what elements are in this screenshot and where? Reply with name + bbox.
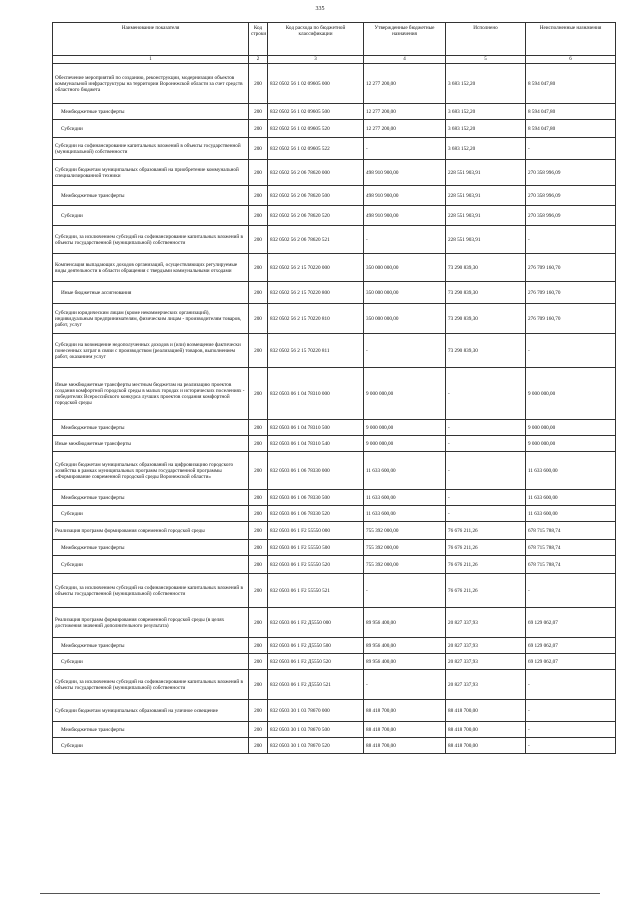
budget-report-table	[52, 22, 616, 754]
row-unexecuted: 270 358 996,09	[526, 160, 616, 186]
row-line-code: 200	[249, 490, 268, 506]
row-approved: 498 910 900,00	[364, 186, 446, 206]
row-executed: 76 676 211,26	[446, 574, 526, 608]
row-name: Межбюджетные трансферты	[53, 186, 249, 206]
row-line-code: 200	[249, 120, 268, 138]
row-line-code: 200	[249, 722, 268, 738]
row-line-code: 200	[249, 64, 268, 104]
row-approved: 350 000 000,00	[364, 254, 446, 282]
row-unexecuted: 9 000 000,00	[526, 420, 616, 436]
table-row	[53, 334, 616, 368]
row-executed: 228 551 903,91	[446, 206, 526, 226]
table-row	[53, 304, 616, 334]
row-name: Межбюджетные трансферты	[53, 638, 249, 654]
row-approved: 89 956 400,00	[364, 608, 446, 638]
row-unexecuted: -	[526, 226, 616, 254]
row-line-code: 200	[249, 282, 268, 304]
row-name: Субсидии, за исключением субсидий на софинансирование капитальных вложений в объекты государственной (муниципальной) собственности	[53, 574, 249, 608]
row-line-code: 200	[249, 104, 268, 120]
row-unexecuted: -	[526, 722, 616, 738]
table-row	[53, 452, 616, 490]
column-number: 6	[526, 56, 616, 64]
row-unexecuted: 270 358 996,09	[526, 186, 616, 206]
row-name: Субсидии	[53, 738, 249, 754]
table-row	[53, 490, 616, 506]
row-unexecuted: 270 358 996,09	[526, 206, 616, 226]
row-line-code: 200	[249, 700, 268, 722]
row-unexecuted: 276 709 160,70	[526, 304, 616, 334]
row-executed: 20 827 337,93	[446, 638, 526, 654]
row-budget-code: 832 0502 56 2 06 78620 521	[268, 226, 364, 254]
row-approved: 498 910 900,00	[364, 160, 446, 186]
row-name: Субсидии юридическим лицам (кроме некоммерческих организаций), индивидуальным предпринимателям, физическим лицам - производителям товаров, работ, услуг	[53, 304, 249, 334]
row-name: Субсидии на возмещение недополученных доходов и (или) возмещение фактически понесенных затрат в связи с производством (реализацией) товаров, выполнением работ, оказанием услуг	[53, 334, 249, 368]
row-unexecuted: 678 715 788,74	[526, 540, 616, 556]
row-unexecuted: -	[526, 334, 616, 368]
row-line-code: 200	[249, 420, 268, 436]
row-executed: 3 683 152,20	[446, 138, 526, 160]
row-unexecuted: 69 129 062,07	[526, 608, 616, 638]
table-row	[53, 282, 616, 304]
table-row	[53, 368, 616, 420]
row-unexecuted: 9 000 000,00	[526, 368, 616, 420]
row-budget-code: 832 0503 30 1 03 78670 520	[268, 738, 364, 754]
row-budget-code: 832 0503 06 1 06 78330 500	[268, 490, 364, 506]
row-approved: -	[364, 138, 446, 160]
row-executed: 76 676 211,26	[446, 540, 526, 556]
page-number: 335	[315, 6, 325, 12]
header-row	[53, 23, 616, 56]
row-approved: 9 000 000,00	[364, 436, 446, 452]
row-name: Реализация программ формирования современной городской среды (в целях достижения значений дополнительного результата)	[53, 608, 249, 638]
row-budget-code: 832 0503 30 1 03 78670 500	[268, 722, 364, 738]
table-row	[53, 104, 616, 120]
row-unexecuted: -	[526, 670, 616, 700]
row-executed: 20 827 337,93	[446, 670, 526, 700]
column-number: 5	[446, 56, 526, 64]
row-unexecuted: 8 594 047,80	[526, 104, 616, 120]
row-budget-code: 832 0503 06 1 04 78310 540	[268, 436, 364, 452]
row-budget-code: 832 0502 56 2 15 70220 800	[268, 282, 364, 304]
row-executed: 73 290 839,30	[446, 254, 526, 282]
table-row	[53, 120, 616, 138]
row-name: Иные бюджетные ассигнования	[53, 282, 249, 304]
row-executed: 228 551 903,91	[446, 186, 526, 206]
table-row	[53, 160, 616, 186]
row-executed: 88 418 700,00	[446, 700, 526, 722]
row-name: Компенсация выпадающих доходов организаций, осуществляющих регулируемые виды деятельности в области обращения с твердыми коммунальными отходами	[53, 254, 249, 282]
header-name: Наименование показателя	[53, 23, 249, 56]
row-approved: 350 000 000,00	[364, 282, 446, 304]
row-line-code: 200	[249, 436, 268, 452]
row-approved: -	[364, 670, 446, 700]
row-executed: 73 290 839,30	[446, 334, 526, 368]
row-executed: 3 683 152,20	[446, 64, 526, 104]
row-budget-code: 832 0503 06 1 04 78310 000	[268, 368, 364, 420]
table-row	[53, 206, 616, 226]
row-approved: 755 392 000,00	[364, 540, 446, 556]
column-number: 2	[249, 56, 268, 64]
row-budget-code: 832 0503 30 1 03 78670 000	[268, 700, 364, 722]
row-approved: -	[364, 574, 446, 608]
row-line-code: 200	[249, 160, 268, 186]
row-approved: 755 392 000,00	[364, 522, 446, 540]
column-number: 1	[53, 56, 249, 64]
row-approved: 9 000 000,00	[364, 420, 446, 436]
row-line-code: 200	[249, 226, 268, 254]
row-unexecuted: 276 709 160,70	[526, 254, 616, 282]
row-approved: 11 633 600,00	[364, 506, 446, 522]
row-name: Межбюджетные трансферты	[53, 420, 249, 436]
row-budget-code: 832 0502 56 2 06 78620 500	[268, 186, 364, 206]
row-line-code: 200	[249, 206, 268, 226]
row-approved: 89 956 400,00	[364, 638, 446, 654]
row-budget-code: 832 0503 06 1 F2 Д5550 000	[268, 608, 364, 638]
row-budget-code: 832 0503 06 1 F2 Д5550 520	[268, 654, 364, 670]
row-name: Межбюджетные трансферты	[53, 540, 249, 556]
row-approved: 12 277 200,00	[364, 104, 446, 120]
row-line-code: 200	[249, 556, 268, 574]
header-unexecuted: Неисполненные назначения	[526, 23, 616, 56]
row-budget-code: 832 0502 56 1 02 09605 522	[268, 138, 364, 160]
table-row	[53, 556, 616, 574]
row-unexecuted: 69 129 062,07	[526, 654, 616, 670]
row-budget-code: 832 0502 56 2 15 70220 000	[268, 254, 364, 282]
table-row	[53, 574, 616, 608]
row-executed: 20 827 337,93	[446, 608, 526, 638]
row-name: Иные межбюджетные трансферты местным бюджетам на реализацию проектов создания комфортной городской среды в малых городах и исторических поселениях - победителях Всероссийского конкурса лучших проектов создания комфортной городской среды	[53, 368, 249, 420]
table-row	[53, 436, 616, 452]
header-line-code: Код строки	[249, 23, 268, 56]
row-unexecuted: 678 715 788,74	[526, 556, 616, 574]
row-unexecuted: 678 715 788,74	[526, 522, 616, 540]
table-row	[53, 700, 616, 722]
row-executed: 88 418 700,00	[446, 738, 526, 754]
row-budget-code: 832 0502 56 1 02 09605 500	[268, 104, 364, 120]
table-row	[53, 420, 616, 436]
table-row	[53, 738, 616, 754]
table-row	[53, 506, 616, 522]
row-approved: 12 277 200,00	[364, 64, 446, 104]
table-row	[53, 540, 616, 556]
row-line-code: 200	[249, 522, 268, 540]
row-line-code: 200	[249, 670, 268, 700]
row-executed: -	[446, 452, 526, 490]
row-approved: 11 633 600,00	[364, 490, 446, 506]
row-executed: 73 290 839,30	[446, 304, 526, 334]
row-line-code: 200	[249, 738, 268, 754]
row-executed: -	[446, 436, 526, 452]
table-row	[53, 654, 616, 670]
row-unexecuted: 8 594 047,80	[526, 64, 616, 104]
row-unexecuted: 69 129 062,07	[526, 638, 616, 654]
row-budget-code: 832 0502 56 2 15 70220 811	[268, 334, 364, 368]
row-budget-code: 832 0502 56 2 06 78620 000	[268, 160, 364, 186]
row-approved: 88 418 700,00	[364, 700, 446, 722]
row-line-code: 200	[249, 608, 268, 638]
row-name: Межбюджетные трансферты	[53, 104, 249, 120]
row-budget-code: 832 0502 56 1 02 09605 520	[268, 120, 364, 138]
row-executed: 76 676 211,26	[446, 522, 526, 540]
row-executed: 20 827 337,93	[446, 654, 526, 670]
row-budget-code: 832 0503 06 1 F2 55550 521	[268, 574, 364, 608]
header-approved: Утвержденные бюджетные назначения	[364, 23, 446, 56]
row-executed: -	[446, 506, 526, 522]
row-line-code: 200	[249, 638, 268, 654]
row-line-code: 200	[249, 186, 268, 206]
row-budget-code: 832 0502 56 1 02 09605 000	[268, 64, 364, 104]
row-budget-code: 832 0503 06 1 F2 55550 520	[268, 556, 364, 574]
report-body	[53, 64, 616, 754]
table-row	[53, 138, 616, 160]
row-name: Реализация программ формирования современной городской среды	[53, 522, 249, 540]
row-unexecuted: -	[526, 574, 616, 608]
row-approved: 88 418 700,00	[364, 738, 446, 754]
row-approved: 9 000 000,00	[364, 368, 446, 420]
row-executed: -	[446, 420, 526, 436]
table-row	[53, 254, 616, 282]
row-budget-code: 832 0503 06 1 04 78310 500	[268, 420, 364, 436]
row-unexecuted: 11 633 600,00	[526, 452, 616, 490]
column-number-row	[53, 56, 616, 64]
row-name: Иные межбюджетные трансферты	[53, 436, 249, 452]
row-name: Межбюджетные трансферты	[53, 490, 249, 506]
row-unexecuted: -	[526, 738, 616, 754]
row-executed: 3 683 152,20	[446, 104, 526, 120]
row-unexecuted: 11 633 600,00	[526, 490, 616, 506]
row-approved: 498 910 900,00	[364, 206, 446, 226]
row-name: Субсидии	[53, 206, 249, 226]
row-approved: 350 000 000,00	[364, 304, 446, 334]
row-unexecuted: -	[526, 138, 616, 160]
row-unexecuted: 276 709 160,70	[526, 282, 616, 304]
table-row	[53, 522, 616, 540]
column-number: 3	[268, 56, 364, 64]
row-approved: 11 633 600,00	[364, 452, 446, 490]
row-executed: 88 418 700,00	[446, 722, 526, 738]
row-approved: 88 418 700,00	[364, 722, 446, 738]
table-row	[53, 64, 616, 104]
row-name: Субсидии	[53, 556, 249, 574]
row-line-code: 200	[249, 540, 268, 556]
row-approved: -	[364, 334, 446, 368]
row-executed: -	[446, 368, 526, 420]
row-line-code: 200	[249, 254, 268, 282]
header-executed: Исполнено	[446, 23, 526, 56]
row-line-code: 200	[249, 506, 268, 522]
table-row	[53, 638, 616, 654]
table-row	[53, 226, 616, 254]
row-line-code: 200	[249, 574, 268, 608]
row-name: Обеспечение мероприятий по созданию, реконструкции, модернизации объектов коммунальной инфраструктуры на территории Воронежской области за счет средств областного бюджета	[53, 64, 249, 104]
row-budget-code: 832 0502 56 2 15 70220 810	[268, 304, 364, 334]
row-line-code: 200	[249, 654, 268, 670]
row-unexecuted: 9 000 000,00	[526, 436, 616, 452]
row-name: Субсидии	[53, 506, 249, 522]
row-executed: 76 676 211,26	[446, 556, 526, 574]
row-name: Межбюджетные трансферты	[53, 722, 249, 738]
row-name: Субсидии бюджетам муниципальных образований на цифровизацию городского хозяйства в рамках муниципальных программ государственной программы «Формирование современной городской среды Воронежской области»	[53, 452, 249, 490]
table-row	[53, 186, 616, 206]
row-budget-code: 832 0503 06 1 F2 55550 000	[268, 522, 364, 540]
row-budget-code: 832 0503 06 1 F2 Д5550 500	[268, 638, 364, 654]
row-executed: 228 551 903,91	[446, 226, 526, 254]
column-number: 4	[364, 56, 446, 64]
row-approved: 89 956 400,00	[364, 654, 446, 670]
header-budget-code: Код расхода по бюджетной классификации	[268, 23, 364, 56]
row-name: Субсидии	[53, 654, 249, 670]
row-name: Субсидии, за исключением субсидий на софинансирование капитальных вложений в объекты государственной (муниципальной) собственности	[53, 226, 249, 254]
row-executed: -	[446, 490, 526, 506]
row-unexecuted: 8 594 047,80	[526, 120, 616, 138]
row-name: Субсидии	[53, 120, 249, 138]
table-row	[53, 670, 616, 700]
row-name: Субсидии на софинансирование капитальных вложений в объекты государственной (муниципальной) собственности	[53, 138, 249, 160]
row-executed: 228 551 903,91	[446, 160, 526, 186]
row-approved: -	[364, 226, 446, 254]
row-budget-code: 832 0503 06 1 06 78330 520	[268, 506, 364, 522]
row-line-code: 200	[249, 334, 268, 368]
row-executed: 73 290 839,30	[446, 282, 526, 304]
row-budget-code: 832 0503 06 1 F2 55550 500	[268, 540, 364, 556]
row-name: Субсидии, за исключением субсидий на софинансирование капитальных вложений в объекты государственной (муниципальной) собственности	[53, 670, 249, 700]
row-budget-code: 832 0503 06 1 F2 Д5550 521	[268, 670, 364, 700]
row-budget-code: 832 0502 56 2 06 78620 520	[268, 206, 364, 226]
table-row	[53, 722, 616, 738]
table-row	[53, 608, 616, 638]
row-unexecuted: 11 633 600,00	[526, 506, 616, 522]
row-executed: 3 683 152,20	[446, 120, 526, 138]
row-line-code: 200	[249, 452, 268, 490]
row-unexecuted: -	[526, 700, 616, 722]
row-line-code: 200	[249, 368, 268, 420]
row-name: Субсидии бюджетам муниципальных образований на приобретение коммунальной специализированной техники	[53, 160, 249, 186]
row-line-code: 200	[249, 304, 268, 334]
row-budget-code: 832 0503 06 1 06 78330 000	[268, 452, 364, 490]
row-approved: 12 277 200,00	[364, 120, 446, 138]
row-name: Субсидии бюджетам муниципальных образований на уличное освещение	[53, 700, 249, 722]
row-line-code: 200	[249, 138, 268, 160]
bottom-rule	[40, 893, 600, 894]
row-approved: 755 392 000,00	[364, 556, 446, 574]
